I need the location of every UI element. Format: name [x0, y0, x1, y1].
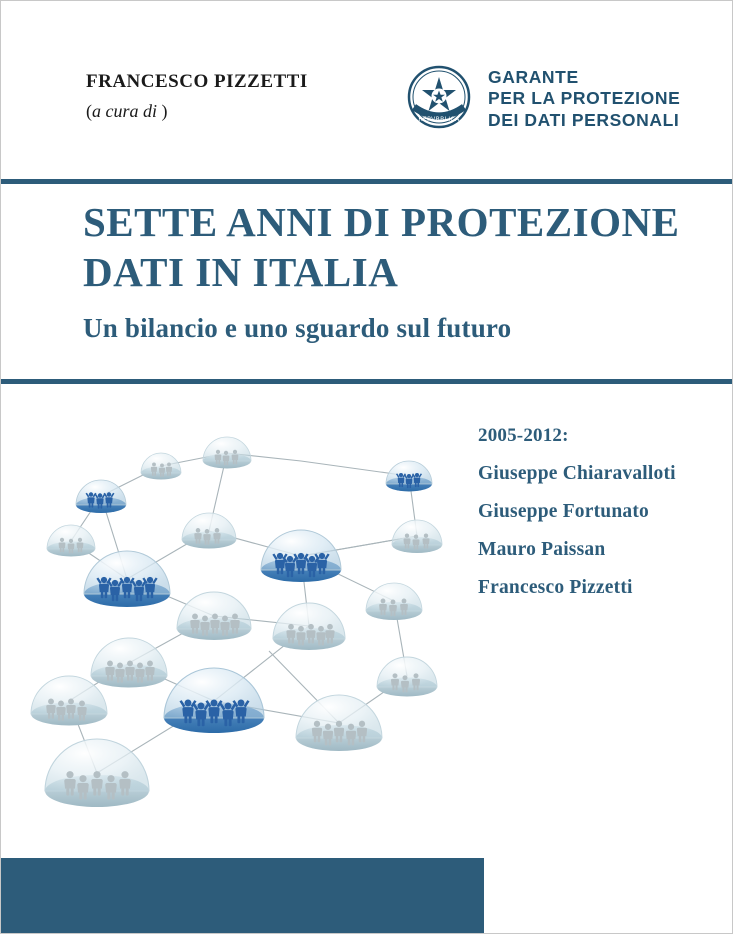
publisher-name: G. GIAPPICHELLI EDITORE – TORINO	[149, 26, 584, 51]
editor-role	[86, 99, 308, 123]
page-title-line-2: DATI IN ITALIA	[83, 249, 399, 296]
presidents-period: 2005-2012:	[478, 425, 569, 446]
authority-line-2: PER LA PROTEZIONE	[488, 88, 681, 109]
president-name: Mauro Paissan	[478, 539, 606, 560]
title-block	[83, 197, 703, 344]
publisher-band-cutout	[484, 858, 732, 934]
presidents-list	[478, 425, 728, 615]
authority-line-3: DEI DATI PERSONALI	[488, 109, 680, 130]
editor-block	[86, 69, 308, 123]
president-name: Francesco Pizzetti	[478, 577, 633, 598]
publisher-band-inner	[1, 1, 732, 77]
editor-role-close: )	[157, 100, 168, 121]
president-name: Giuseppe Fortunato	[478, 501, 649, 522]
authority-line-1: GARANTE	[488, 66, 579, 87]
editor-role-open: (	[86, 100, 92, 121]
page-title-line-1: SETTE ANNI DI PROTEZIONE	[83, 199, 680, 245]
divider-top	[1, 179, 732, 184]
page-subtitle: Un bilancio e uno sguardo sul futuro	[83, 313, 512, 344]
svg-text:REPVBBLICA: REPVBBLICA	[418, 116, 460, 123]
editor-role-italic: a cura di	[92, 100, 157, 121]
editor-name: FRANCESCO PIZZETTI	[86, 71, 308, 92]
divider-bottom	[1, 379, 732, 384]
cover-illustration	[9, 401, 469, 856]
president-name: Giuseppe Chiaravalloti	[478, 463, 676, 484]
